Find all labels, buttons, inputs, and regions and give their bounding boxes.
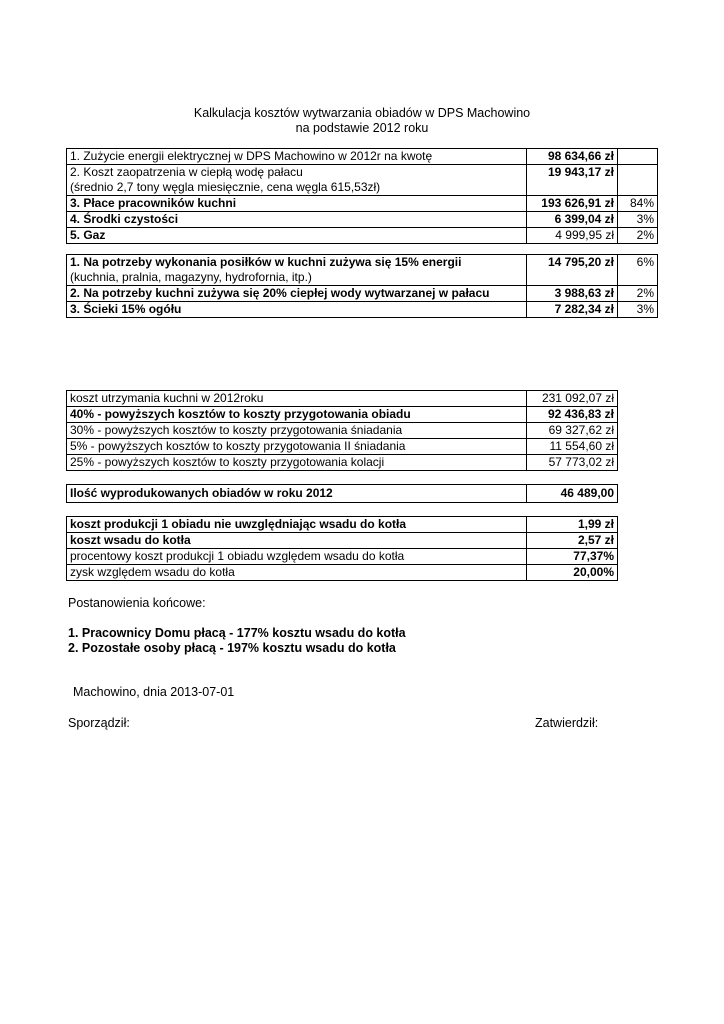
row-label: 30% - powyższych kosztów to koszty przygotowania śniadania — [67, 423, 527, 439]
table-row — [67, 286, 658, 302]
row-label: (kuchnia, pralnia, magazyny, hydrofornia, itp.) — [67, 270, 527, 286]
row-percent: 6% — [618, 255, 658, 271]
final-provisions-heading: Postanowienia końcowe: — [68, 596, 206, 610]
row-percent-empty — [618, 270, 658, 286]
table-row — [67, 302, 658, 318]
row-label: 40% - powyższych kosztów to koszty przygotowania obiadu — [67, 407, 527, 423]
row-amount: 7 282,34 zł — [527, 302, 618, 318]
row-label: 5% - powyższych kosztów to koszty przygotowania II śniadania — [67, 439, 527, 455]
row-amount: 193 626,91 zł — [527, 196, 618, 212]
table-row — [67, 533, 618, 549]
row-amount: 11 554,60 zł — [527, 439, 618, 455]
row-amount: 4 999,95 zł — [527, 228, 618, 244]
row-amount: 69 327,62 zł — [527, 423, 618, 439]
row-amount: 14 795,20 zł — [527, 255, 618, 271]
row-label: procentowy koszt produkcji 1 obiadu względem wsadu do kotła — [67, 549, 527, 565]
row-amount: 46 489,00 — [527, 485, 618, 503]
row-amount-empty — [527, 180, 618, 196]
row-label: koszt utrzymania kuchni w 2012roku — [67, 391, 527, 407]
row-amount-empty — [527, 270, 618, 286]
row-amount: 3 988,63 zł — [527, 286, 618, 302]
table-row — [67, 228, 658, 244]
row-label: zysk względem wsadu do kotła — [67, 565, 527, 581]
row-label: 5. Gaz — [67, 228, 527, 244]
row-amount: 1,99 zł — [527, 517, 618, 533]
row-percent — [618, 165, 658, 181]
final-provision-item-2: 2. Pozostałe osoby płacą - 197% kosztu wsadu do kotła — [68, 641, 396, 655]
place-and-date: Machowino, dnia 2013-07-01 — [73, 685, 235, 699]
table-row — [67, 407, 618, 423]
table-row — [67, 517, 618, 533]
row-percent — [618, 149, 658, 165]
table-row — [67, 485, 618, 503]
row-amount: 57 773,02 zł — [527, 455, 618, 471]
table-row — [67, 439, 618, 455]
row-amount: 92 436,83 zł — [527, 407, 618, 423]
row-percent: 84% — [618, 196, 658, 212]
row-percent: 3% — [618, 212, 658, 228]
table-row — [67, 270, 658, 286]
table-row — [67, 455, 618, 471]
row-percent: 3% — [618, 302, 658, 318]
row-label: 4. Środki czystości — [67, 212, 527, 228]
prepared-by-label: Sporządził: — [68, 716, 130, 730]
row-percent: 2% — [618, 286, 658, 302]
final-provision-item-1: 1. Pracownicy Domu płacą - 177% kosztu wsadu do kotła — [68, 626, 406, 640]
table-row — [67, 196, 658, 212]
row-label: koszt wsadu do kotła — [67, 533, 527, 549]
row-label: 3. Płace pracowników kuchni — [67, 196, 527, 212]
row-label: 25% - powyższych kosztów to koszty przygotowania kolacji — [67, 455, 527, 471]
table-row — [67, 565, 618, 581]
row-label: 3. Ścieki 15% ogółu — [67, 302, 527, 318]
row-label: 2. Koszt zaopatrzenia w ciepłą wodę pałacu — [67, 165, 527, 181]
row-label: Ilość wyprodukowanych obiadów w roku 2012 — [67, 485, 527, 503]
row-label: 1. Zużycie energii elektrycznej w DPS Machowino w 2012r na kwotę — [67, 149, 527, 165]
row-amount: 19 943,17 zł — [527, 165, 618, 181]
row-amount: 20,00% — [527, 565, 618, 581]
table-row — [67, 180, 658, 196]
row-percent-empty — [618, 180, 658, 196]
kitchen-share-table — [66, 254, 658, 318]
row-label: 2. Na potrzeby kuchni zużywa się 20% ciepłej wody wytwarzanej w pałacu — [67, 286, 527, 302]
row-label: koszt produkcji 1 obiadu nie uwzględniając wsadu do kotła — [67, 517, 527, 533]
cost-table-main — [66, 148, 658, 244]
row-amount: 231 092,07 zł — [527, 391, 618, 407]
row-label: 1. Na potrzeby wykonania posiłków w kuchni zużywa się 15% energii — [67, 255, 527, 271]
table-row — [67, 165, 658, 181]
row-amount: 2,57 zł — [527, 533, 618, 549]
row-amount: 77,37% — [527, 549, 618, 565]
document-subtitle: na podstawie 2012 roku — [295, 121, 429, 135]
document-title: Kalkulacja kosztów wytwarzania obiadów w DPS Machowino — [193, 106, 531, 120]
table-row — [67, 549, 618, 565]
meals-count-table — [66, 484, 618, 503]
unit-cost-table — [66, 516, 618, 581]
table-row — [67, 149, 658, 165]
table-row — [67, 255, 658, 271]
row-percent: 2% — [618, 228, 658, 244]
row-label: (średnio 2,7 tony węgla miesięcznie, cena węgla 615,53zł) — [67, 180, 527, 196]
table-row — [67, 423, 618, 439]
kitchen-cost-split-table — [66, 390, 618, 471]
approved-by-label: Zatwierdził: — [535, 716, 599, 730]
row-amount: 98 634,66 zł — [527, 149, 618, 165]
row-amount: 6 399,04 zł — [527, 212, 618, 228]
table-row — [67, 212, 658, 228]
table-row — [67, 391, 618, 407]
